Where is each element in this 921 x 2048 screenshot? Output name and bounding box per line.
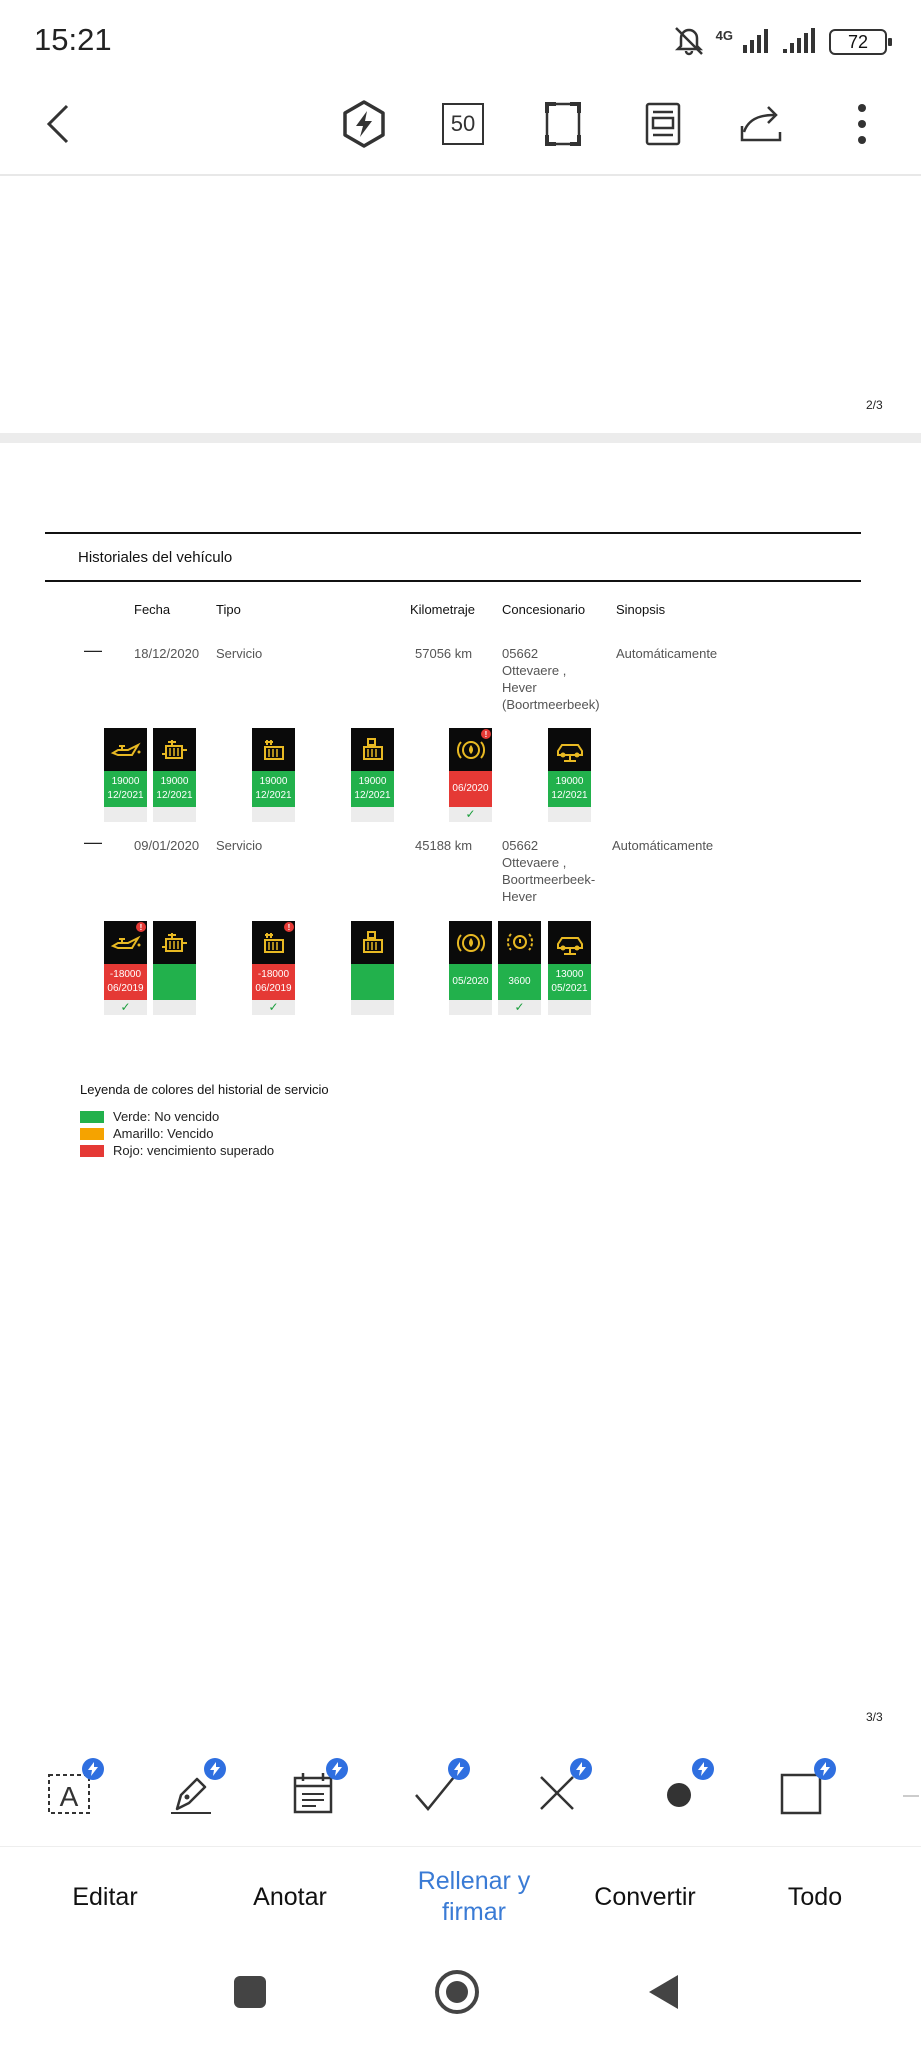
service-status-bar [548,964,591,1000]
service-status-bar [449,964,492,1000]
legend-title: Leyenda de colores del historial de servicio [80,1082,329,1097]
status-icons [672,22,887,62]
system-back-button[interactable] [644,1972,684,2012]
page-view-button[interactable] [635,96,691,152]
service-due-km: 3600 [508,976,531,987]
record-type: Servicio [216,646,263,661]
record-type: Servicio [216,838,263,853]
service-check-cell [351,807,394,822]
service-status-bar [351,964,394,1000]
service-tile [153,921,196,1015]
service-tile [351,921,394,1015]
record-date: 18/12/2020 [134,646,200,661]
rectangle-tool[interactable] [766,1758,836,1828]
smart-tools-button[interactable] [336,96,392,152]
scroll-hint [903,1795,919,1797]
section-title: Historiales del vehículo [78,549,233,566]
legend-swatch [80,1111,104,1123]
service-due-km: 13000 [555,969,584,980]
service-status-bar [104,964,147,1000]
service-due-date: 12/2021 [107,790,144,801]
battery-level: 72 [847,31,869,52]
column-header-concesionario: Concesionario [502,602,586,617]
column-header-tipo: Tipo [216,602,241,617]
record-dealer [502,837,595,905]
service-tile [252,921,295,1015]
service-status-bar [498,964,541,1000]
legend-label: Verde: No vencido [113,1109,220,1124]
signature-tool[interactable] [156,1758,226,1828]
tab-editar[interactable]: Editar [72,1882,138,1911]
triangle-back-icon [644,1972,684,2012]
service-due-date: 12/2021 [354,790,391,801]
service-tile [104,728,147,822]
page-separator [0,433,921,443]
service-tile [548,921,591,1015]
service-due-date: 06/2019 [255,983,292,994]
document-page-3 [0,443,921,1733]
air-filter-icon [252,728,295,771]
svg-text:A: A [59,1781,79,1812]
fuel-filter-icon [153,728,196,771]
zoom-level-button[interactable] [435,96,491,152]
back-button[interactable] [30,96,86,152]
page-number: 3/3 [866,1710,883,1724]
record-synopsis: Automáticamente [612,838,714,853]
bolt-badge-icon [326,1758,348,1780]
service-tile [449,728,492,822]
column-header-sinopsis: Sinopsis [616,602,666,617]
home-circle-icon [433,1968,481,2016]
dealer-line: Boortmeerbeek- [502,872,596,887]
service-due-date: 05/2020 [452,976,489,987]
service-status-bar [351,771,394,807]
legend-item-green [80,1108,274,1125]
bolt-badge-icon [448,1758,470,1780]
document-page-2 [0,178,921,433]
column-header-kilometraje: Kilometraje [410,602,476,617]
service-due-date: 06/2019 [107,983,144,994]
page-number: 2/3 [866,398,883,412]
record-dealer [502,645,600,713]
service-due-date: 12/2021 [156,790,193,801]
oil-can-icon [104,728,147,771]
service-check-cell: ✓ [252,1000,295,1015]
microfilter-icon [351,921,394,964]
service-check-cell [449,1000,492,1015]
fuel-filter-icon [153,921,196,964]
record-mileage: 57056 km [415,646,473,661]
fill-sign-tools [0,1738,921,1846]
service-due-km: 19000 [259,776,288,787]
signal-1-icon [743,27,773,58]
service-due-km: 19000 [160,776,189,787]
share-button[interactable] [734,96,790,152]
service-tile [104,921,147,1015]
service-due-km: 19000 [358,776,387,787]
battery-indicator [829,29,887,55]
oil-can-icon [104,921,147,964]
text-box-tool[interactable] [34,1758,104,1828]
service-due-km: -18000 [109,969,142,980]
home-button[interactable] [433,1968,481,2016]
service-due-km: -18000 [257,969,290,980]
tab-todo[interactable]: Todo [787,1882,843,1911]
column-header-fecha: Fecha [134,602,171,617]
service-check-cell [252,807,295,822]
collapse-toggle[interactable]: — [84,832,102,852]
dealer-line: (Boortmeerbeek) [502,697,600,712]
service-status-bar [104,771,147,807]
top-toolbar [0,80,921,176]
bolt-badge-icon [814,1758,836,1780]
recents-button[interactable] [230,1972,270,2012]
zoom-level-label: 50 [442,103,484,145]
service-check-cell [104,807,147,822]
legend-swatch [80,1128,104,1140]
air-filter-icon [252,921,295,964]
service-check-cell [351,1000,394,1015]
service-check-cell [153,807,196,822]
dealer-line: Hever [502,889,537,904]
service-tile [498,921,541,1015]
title-rule-top [45,532,861,534]
warning-icon: ! [284,922,294,932]
dealer-line: Ottevaere , [502,663,567,678]
record-synopsis: Automáticamente [616,646,718,661]
square-icon [230,1972,270,2012]
service-due-km: 19000 [555,776,584,787]
vehicle-check-icon [548,921,591,964]
bolt-badge-icon [82,1758,104,1780]
service-due-date: 12/2021 [551,790,588,801]
service-status-bar [449,771,492,807]
status-bar [0,0,921,80]
service-due-date: 12/2021 [255,790,292,801]
mute-icon [672,24,706,61]
tab-convertir[interactable]: Convertir [594,1882,696,1911]
dealer-line: 05662 [502,838,539,853]
legend-item-yellow [80,1125,274,1142]
bolt-badge-icon [692,1758,714,1780]
collapse-toggle[interactable]: — [84,640,102,660]
service-check-cell [153,1000,196,1015]
date-tool[interactable] [278,1758,348,1828]
tab-rellenar-firmar[interactable] [389,1847,559,1947]
legend-swatch [80,1145,104,1157]
service-status-bar [153,964,196,1000]
service-tile [153,728,196,822]
service-check-cell: ✓ [449,807,492,822]
service-status-bar [153,771,196,807]
vehicle-check-icon [548,728,591,771]
tab-label-line: Rellenar y [417,1867,531,1895]
dealer-line: 05662 [502,646,539,661]
warning-icon: ! [481,729,491,739]
service-status-bar [252,771,295,807]
brake-fluid-icon [449,728,492,771]
service-due-date: 06/2020 [452,783,489,794]
status-time: 15:21 [34,22,112,57]
record-mileage: 45188 km [415,838,473,853]
service-check-cell: ✓ [498,1000,541,1015]
service-check-cell: ✓ [104,1000,147,1015]
service-status-bar [548,771,591,807]
service-tile [548,728,591,822]
service-tile [351,728,394,822]
check-tool[interactable] [400,1758,470,1828]
legend [80,1108,274,1159]
system-navigation-bar [0,1946,921,2048]
service-check-cell [548,1000,591,1015]
brake-fluid-icon [449,921,492,964]
bolt-badge-icon [570,1758,592,1780]
microfilter-icon [351,728,394,771]
bottom-navigation [0,1846,921,1946]
record-date: 09/01/2020 [134,838,200,853]
cross-tool[interactable] [522,1758,592,1828]
service-status-bar [252,964,295,1000]
tab-anotar[interactable]: Anotar [253,1882,327,1911]
service-tile [252,728,295,822]
legend-label: Amarillo: Vencido [113,1126,214,1141]
warning-icon: ! [136,922,146,932]
network-label: 4G [715,27,733,43]
service-check-cell [548,807,591,822]
legend-item-red [80,1142,274,1159]
dealer-line: Ottevaere , [502,855,567,870]
signal-2-icon [783,27,819,58]
service-due-km: 19000 [111,776,140,787]
tab-label-line: firmar [442,1898,506,1926]
dot-tool[interactable] [644,1758,714,1828]
service-tile [449,921,492,1015]
fullscreen-button[interactable] [535,96,591,152]
dealer-line: Hever [502,680,537,695]
brake-pads-icon [498,921,541,964]
legend-label: Rojo: vencimiento superado [113,1143,275,1158]
service-due-date: 05/2021 [551,983,588,994]
bolt-badge-icon [204,1758,226,1780]
title-rule-bottom [45,580,861,582]
more-options-button[interactable] [834,96,890,152]
